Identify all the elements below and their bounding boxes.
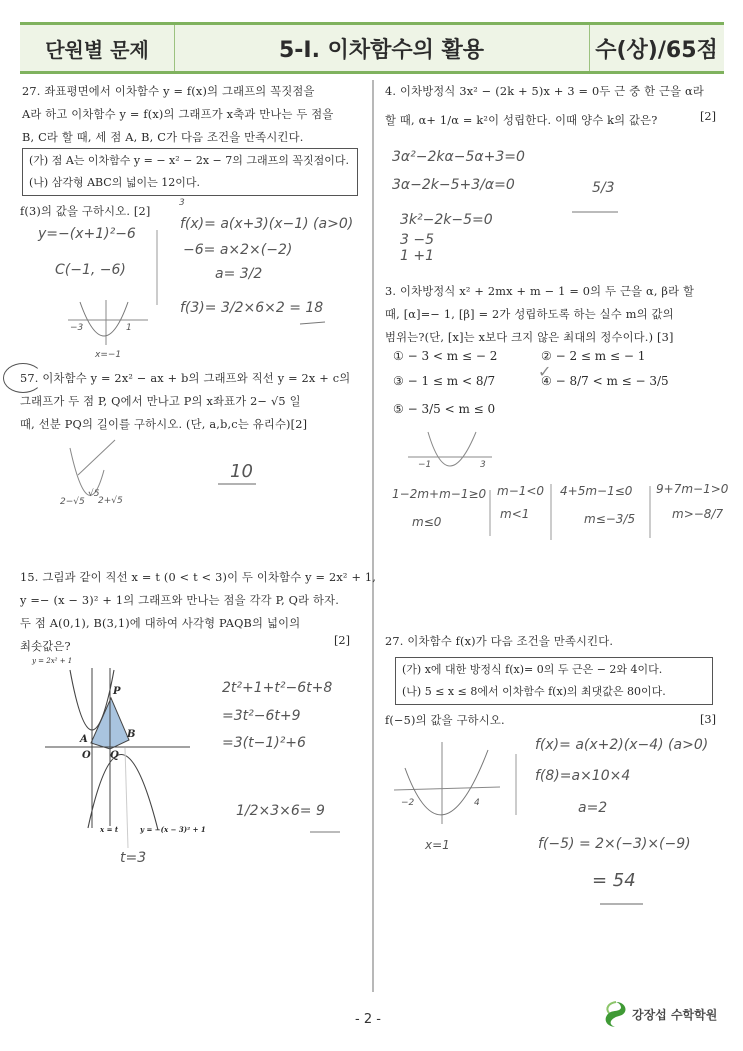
condition-item: (가) 점 A는 이차함수 y = − x² − 2x − 7의 그래프의 꼭짓점이다. <box>29 154 350 167</box>
choice-5[interactable]: ⑤ − 3/5 < m ≤ 0 <box>393 402 496 416</box>
condition-item: (나) 5 ≤ x ≤ 8에서 이차함수 f(x)의 최댓값은 80이다. <box>402 685 666 698</box>
problem-text-line: 4. 이차방정식 3x² − (2k + 5)x + 3 = 0두 근 중 한 근을 α라 <box>385 85 704 98</box>
problem-text-line: 때, 선분 PQ의 길이를 구하시오. (단, a,b,c는 유리수)[2] <box>20 418 308 431</box>
figure-label-line: x = t <box>100 825 119 834</box>
problem-text-line: 27. 이차함수 f(x)가 다음 조건을 만족시킨다. <box>385 635 614 648</box>
choice-4[interactable]: ④ − 8/7 < m ≤ − 3/5 <box>541 374 669 388</box>
handwritten-work: m−1<0 <box>497 484 545 498</box>
sketch-label: √5 <box>88 489 100 499</box>
sketch-line <box>78 440 115 475</box>
sketch-x-axis <box>394 787 500 790</box>
figure-label-A: A <box>80 734 88 745</box>
sketch-label: x=−1 <box>95 350 122 360</box>
figure-label-Q: Q <box>110 750 119 761</box>
header-section-label: 단원별 문제 <box>20 25 175 71</box>
handwritten-work: m≤−3/5 <box>584 512 636 526</box>
figure-label-P: P <box>113 686 121 697</box>
problem-score: [2] <box>700 110 717 123</box>
sketch-parabola <box>428 432 476 466</box>
handwritten-work: 3α−2k−5+3/α=0 <box>392 177 515 193</box>
choice-3[interactable]: ③ − 1 ≤ m < 8/7 <box>393 374 496 388</box>
problem-27-right-question <box>385 709 505 732</box>
condition-item: (나) 삼각형 ABC의 넓이는 12이다. <box>29 176 200 189</box>
figure-curve-neg-x-minus-3-sq <box>88 754 158 830</box>
handwritten-work: a= 3/2 <box>215 266 263 282</box>
handwritten-work: 4+5m−1≤0 <box>560 484 633 498</box>
problem-text-line: y =− (x − 3)² + 1의 그래프와 만나는 점을 각각 P, Q라 하자. <box>20 594 340 607</box>
problem-text-line: A라 하고 이차함수 y = f(x)의 그래프가 x축과 만나는 두 점을 <box>22 108 334 121</box>
header-score: 수(상)/65점 <box>595 37 718 63</box>
problem-score: [3] <box>700 713 717 726</box>
figure-label-B: B <box>127 729 136 740</box>
handwritten-work: 3k²−2k−5=0 <box>400 212 493 228</box>
handwritten-guide-line <box>125 748 128 848</box>
handwritten-work: a=2 <box>578 800 608 816</box>
choice-2[interactable]: ② − 2 ≤ m ≤ − 1 <box>541 349 646 363</box>
sketch-label: 1 <box>126 323 132 333</box>
problem-text-line: 할 때, α+ 1/α = k²이 성립한다. 이때 양수 k의 값은? <box>385 114 658 127</box>
handwritten-work: 2t²+1+t²−6t+8 <box>222 680 333 696</box>
problem-text-line: 범위는?(단, [x]는 x보다 크지 않은 최대의 정수이다.) [3] <box>385 331 674 344</box>
problem-text-line: 3. 이차방정식 x² + 2mx + m − 1 = 0의 두 근을 α, β라 할 <box>385 285 695 298</box>
handwritten-work: m>−8/7 <box>672 507 724 521</box>
choice-1[interactable]: ① − 3 < m ≤ − 2 <box>393 349 498 363</box>
handwritten-answer: = 54 <box>592 870 636 891</box>
handwritten-work: 1−2m+m−1≥0 <box>392 487 487 501</box>
handwritten-work: −6= a×2×(−2) <box>183 242 293 258</box>
figure-label-curve1: y = 2x² + 1 <box>32 657 73 665</box>
question-text: f(3)의 값을 구하시오. [2] <box>20 205 151 218</box>
sketch-label: 2+√5 <box>98 496 123 506</box>
handwritten-work: 3 −5 <box>400 232 434 248</box>
sketch-parabola <box>80 302 128 336</box>
sketch-label: −1 <box>418 460 432 470</box>
handwritten-answer: 5/3 <box>592 180 615 196</box>
condition-item: (가) x에 대한 방정식 f(x)= 0의 두 근은 − 2와 4이다. <box>402 663 663 676</box>
sketch-label: 2−√5 <box>60 497 85 507</box>
handwritten-work: f(8)=a×10×4 <box>535 768 631 784</box>
answer-underline <box>300 322 325 324</box>
check-mark-icon: ✓ <box>538 362 552 381</box>
handwritten-work: 9+7m−1>0 <box>656 482 729 496</box>
handwritten-work: =3t²−6t+9 <box>222 708 301 724</box>
problem-score: [2] <box>334 634 351 647</box>
figure-label-curve2: y = −(x − 3)² + 1 <box>140 825 206 834</box>
handwritten-work: 1 +1 <box>400 248 434 264</box>
page-number: - 2 - <box>355 1012 381 1027</box>
problem-4 <box>385 80 704 132</box>
problem-text-line: 때, [α]=− 1, [β] = 2가 성립하도록 하는 실수 m의 값의 <box>385 308 674 321</box>
problem-text-line: 15. 그림과 같이 직선 x = t (0 < t < 3)이 두 이차함수 y = 2x² + 1, <box>20 571 377 584</box>
problem-57 <box>20 367 350 436</box>
problem-text-line: 그래프가 두 점 P, Q에서 만나고 P의 x좌표가 2− √5 일 <box>20 395 301 408</box>
handwritten-work: 3α²−2kα−5α+3=0 <box>392 149 525 165</box>
question-text: f(−5)의 값을 구하시오. <box>385 714 505 727</box>
sketch-label: −3 <box>70 323 84 333</box>
leaf-logo-icon <box>603 1000 629 1028</box>
logo-text: 강장섭 수학학원 <box>632 1007 718 1022</box>
problem-text-line: 27. 좌표평면에서 이차함수 y = f(x)의 그래프의 꼭짓점을 <box>22 85 315 98</box>
sketch-label: x=1 <box>425 838 450 852</box>
handwritten-work: f(−5) = 2×(−3)×(−9) <box>538 836 691 852</box>
problem-text-line: 57. 이차함수 y = 2x² − ax + b의 그래프와 직선 y = 2x + c의 <box>20 372 351 385</box>
figure-label-O: O <box>82 750 91 761</box>
handwritten-work: m≤0 <box>412 515 442 529</box>
handwritten-work: =3(t−1)²+6 <box>222 735 306 751</box>
problem-text-line: B, C라 할 때, 세 점 A, B, C가 다음 조건을 만족시킨다. <box>22 131 304 144</box>
academy-logo <box>603 1000 717 1028</box>
problem-27-right <box>385 630 613 653</box>
handwritten-work: f(x)= a(x+3)(x−1) (a>0) <box>180 216 354 232</box>
handwritten-work: y=−(x+1)²−6 <box>38 226 136 242</box>
sketch-label: −2 <box>401 798 415 808</box>
handwritten-answer: f(3)= 3/2×6×2 = 18 <box>180 300 324 316</box>
handwritten-answer: 10 <box>230 461 253 482</box>
handwritten-correction: 3 <box>179 198 185 208</box>
handwritten-work: f(x)= a(x+2)(x−4) (a>0) <box>535 737 709 753</box>
handwritten-work: C(−1, −6) <box>55 262 126 278</box>
problem-15 <box>20 566 376 658</box>
header-unit-title: 5-I. 이차함수의 활용 <box>174 25 590 71</box>
sketch-label: 3 <box>480 460 486 470</box>
problem-text-line: 최솟값은? <box>20 640 71 653</box>
handwritten-answer: 1/2×3×6= 9 <box>236 803 325 819</box>
handwritten-note: t=3 <box>120 850 147 866</box>
problem-3 <box>385 280 694 349</box>
handwritten-work: m<1 <box>500 507 530 521</box>
condition-box-27-right <box>395 657 713 705</box>
problem-text-line: 두 점 A(0,1), B(3,1)에 대하여 사각형 PAQB의 넓이의 <box>20 617 301 630</box>
sketch-label: 4 <box>474 798 480 808</box>
